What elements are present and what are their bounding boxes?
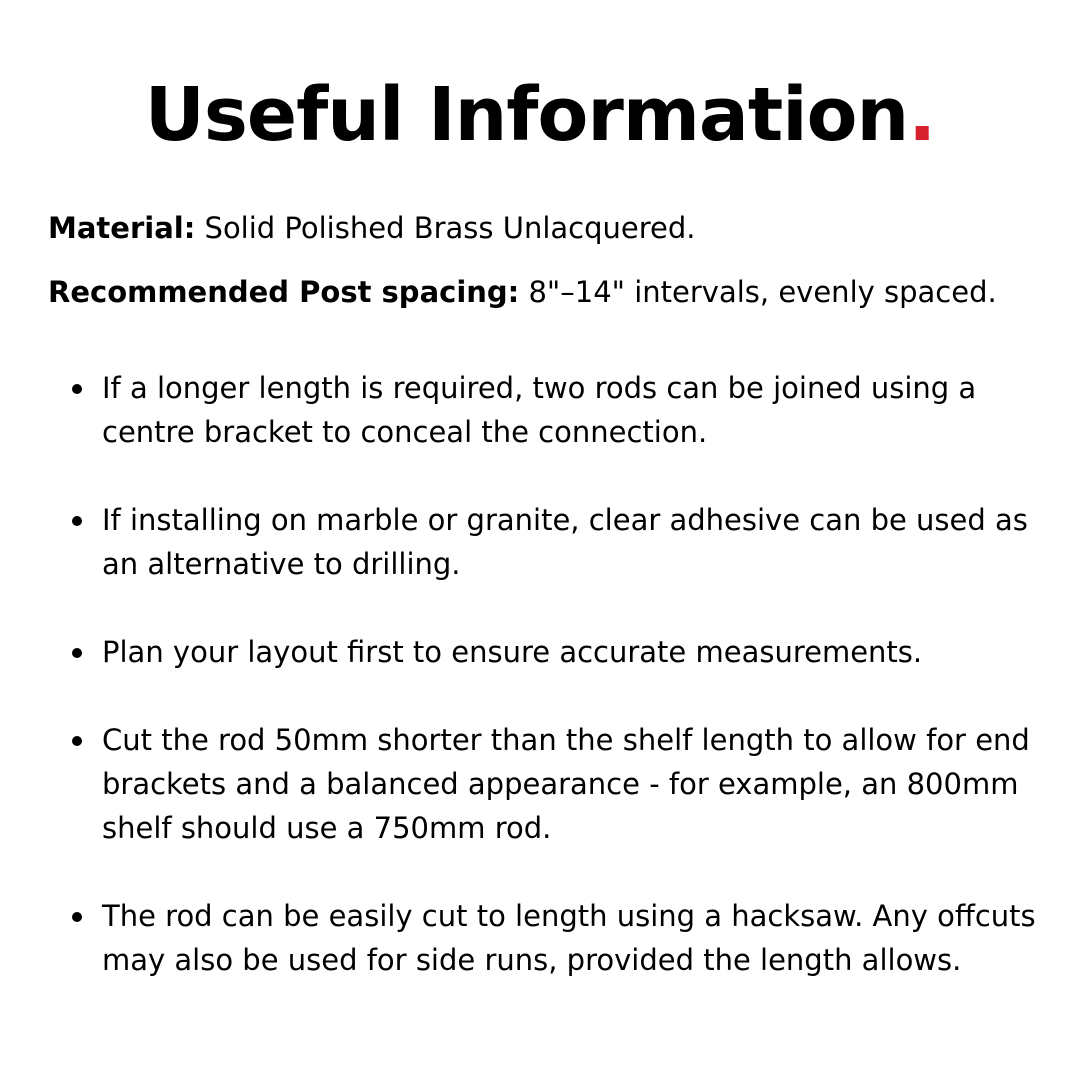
material-label: Material:	[48, 211, 196, 245]
page-title	[0, 70, 1080, 160]
bullet-icon	[72, 516, 82, 526]
note-text: The rod can be easily cut to length using a hacksaw. Any offcuts may also be used for side runs, provided the length allows.	[102, 899, 1036, 977]
material-spec	[48, 208, 1058, 248]
post-spacing-label: Recommended Post spacing:	[48, 275, 520, 309]
list-item	[102, 894, 1042, 982]
bullet-icon	[72, 912, 82, 922]
installation-notes-list	[102, 366, 1042, 1026]
note-text: Cut the rod 50mm shorter than the shelf length to allow for end brackets and a balanced appearance - for example, an 800mm shelf should use a 750mm rod.	[102, 723, 1030, 845]
list-item	[102, 718, 1042, 850]
title-accent-dot: .	[908, 72, 936, 158]
page-title-text: Useful Information	[144, 72, 909, 158]
list-item	[102, 630, 1042, 674]
bullet-icon	[72, 648, 82, 658]
material-value: Solid Polished Brass Unlacquered.	[204, 211, 696, 245]
note-text: Plan your layout first to ensure accurate measurements.	[102, 635, 923, 669]
bullet-icon	[72, 384, 82, 394]
note-text: If installing on marble or granite, clear adhesive can be used as an alternative to drilling.	[102, 503, 1028, 581]
list-item	[102, 366, 1042, 454]
note-text: If a longer length is required, two rods can be joined using a centre bracket to conceal the connection.	[102, 371, 977, 449]
bullet-icon	[72, 736, 82, 746]
post-spacing-spec	[48, 272, 1058, 312]
list-item	[102, 498, 1042, 586]
post-spacing-value: 8"–14" intervals, evenly spaced.	[528, 275, 997, 309]
